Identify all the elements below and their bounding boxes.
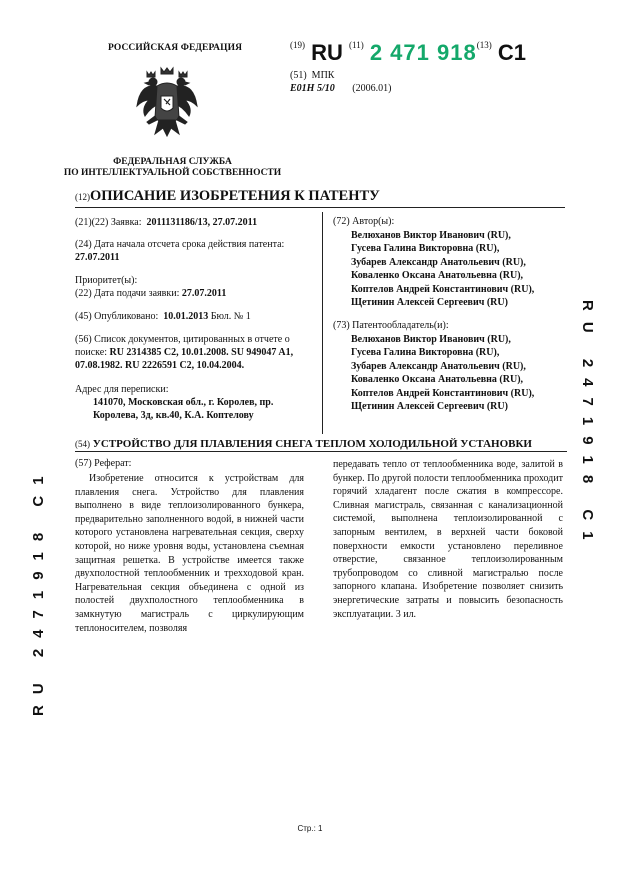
address-value: 141070, Московская обл., г. Королев, пр. Королева, 3д, кв.40, К.А. Коптелову bbox=[93, 397, 274, 421]
mpk-label: МПК bbox=[311, 70, 335, 81]
term-row bbox=[75, 238, 320, 264]
owners-label: (73) Патентообладатель(и): bbox=[333, 320, 449, 331]
author-item: Зубарев Александр Анатольевич (RU), bbox=[351, 256, 526, 268]
author-item: Велюханов Виктор Иванович (RU), bbox=[351, 229, 511, 241]
side-label-left: RU 2471918 C1 bbox=[30, 465, 47, 716]
application-label: (21)(22) Заявка: bbox=[75, 217, 142, 228]
coat-of-arms-emblem bbox=[135, 66, 199, 140]
page-footer: Стр.: 1 bbox=[297, 824, 323, 833]
owner-item: Коваленко Оксана Анатольевна (RU), bbox=[351, 374, 524, 385]
correspondence-address bbox=[75, 383, 320, 422]
service-line-1: ФЕДЕРАЛЬНАЯ СЛУЖБА bbox=[113, 157, 232, 167]
document-title bbox=[75, 188, 565, 208]
address-label: Адрес для переписки: bbox=[75, 384, 169, 395]
priority-label: Приоритет(ы): bbox=[75, 275, 138, 286]
owner-item: Коптелов Андрей Константинович (RU), bbox=[351, 387, 535, 399]
owner-item: Гусева Галина Викторовна (RU), bbox=[351, 347, 500, 358]
country-code: RU bbox=[311, 40, 343, 65]
tag-13: (13) bbox=[476, 40, 492, 50]
term-label: (24) Дата начала отсчета срока действия патента: bbox=[75, 239, 285, 250]
mpk-version: (2006.01) bbox=[352, 83, 392, 94]
mpk-tag: (51) bbox=[290, 70, 307, 81]
owner-item: Велюханов Виктор Иванович (RU), bbox=[351, 333, 511, 345]
application-row bbox=[75, 216, 320, 229]
invention-title bbox=[75, 438, 567, 452]
country-name: РОССИЙСКАЯ ФЕДЕРАЦИЯ bbox=[108, 43, 243, 53]
term-value: 27.07.2011 bbox=[75, 252, 120, 263]
authors-label: (72) Автор(ы): bbox=[333, 216, 395, 227]
authors-list bbox=[333, 229, 568, 310]
published-label: (45) Опубликовано: bbox=[75, 311, 159, 322]
owner-item: Щетинин Алексей Сергеевич (RU) bbox=[351, 401, 508, 412]
title-text: ОПИСАНИЕ ИЗОБРЕТЕНИЯ К ПАТЕНТУ bbox=[90, 188, 380, 204]
author-item: Щетинин Алексей Сергеевич (RU) bbox=[351, 297, 508, 308]
abstract-left-column: Изобретение относится к устройствам для плавления снега. Устройство для плавления выполнено в виде теплоизолированного бункера, предварительно заполненного водой, в нижней части которого установлена нагревательная секция, сверху которой, но ниже уровня воды, установлена съемная защитная решетка. В устройстве имеется также двухполостной теплообменник и трехходовой кран. Нагревательная секция объединена с одной из полостей двухполостного теплообменника в замкнутую магистраль с циркулирующим теплоносителем, позволяя bbox=[75, 473, 304, 634]
author-item: Коптелов Андрей Константинович (RU), bbox=[351, 283, 535, 295]
cited-label: (56) Список документов, цитированных в отчете о поиске: bbox=[75, 334, 290, 358]
column-divider bbox=[322, 212, 323, 434]
cited-value: RU 2314385 C2, 10.01.2008. SU 949047 A1, 07.08.1982. RU 2226591 C2, 10.04.2004. bbox=[75, 347, 294, 371]
invention-title-tag: (54) bbox=[75, 439, 90, 449]
application-value: 2011131186/13, 27.07.2011 bbox=[146, 217, 258, 228]
filing-label: (22) Дата подачи заявки: bbox=[75, 288, 180, 299]
invention-title-text: УСТРОЙСТВО ДЛЯ ПЛАВЛЕНИЯ СНЕГА ТЕПЛОМ ХОЛОДИЛЬНОЙ УСТАНОВКИ bbox=[92, 438, 532, 450]
bulletin-number: Бюл. № 1 bbox=[210, 311, 251, 322]
patent-office-name bbox=[60, 157, 285, 179]
tag-11: (11) bbox=[349, 40, 364, 50]
classification bbox=[290, 69, 391, 95]
title-tag: (12) bbox=[75, 192, 90, 202]
patent-number: 2 471 918 bbox=[369, 40, 477, 65]
owner-item: Зубарев Александр Анатольевич (RU), bbox=[351, 360, 526, 372]
owners-list bbox=[333, 333, 568, 414]
mpk-code: E01H 5/10 bbox=[290, 83, 335, 94]
publication-number bbox=[290, 40, 526, 66]
tag-19: (19) bbox=[290, 40, 305, 50]
cited-documents bbox=[75, 333, 320, 372]
author-item: Коваленко Оксана Анатольевна (RU), bbox=[351, 270, 524, 281]
author-item: Гусева Галина Викторовна (RU), bbox=[351, 243, 500, 254]
filing-value: 27.07.2011 bbox=[181, 288, 227, 299]
published-row bbox=[75, 310, 320, 323]
published-value: 10.01.2013 bbox=[163, 311, 209, 322]
abstract-right-column: передавать тепло от теплообменника воде, залитой в бункер. По другой полости теплообменника проходит горячий хладагент после сжатия в компрессоре. Сливная магистраль, связанная с канализационной системой, выполнена теплоизолированной с запорным вентилем, в верхней части боковой поверхности емкости установлено переливное отверстие, связанное теплоизолированным трубопроводом со сливной магистралью после запорного клапана. Изобретение позволяет снизить энергетические затраты и повысить безопасность эксплуатации. 3 ил. bbox=[333, 459, 563, 620]
priority-row bbox=[75, 274, 320, 300]
abstract-label: (57) Реферат: bbox=[75, 458, 132, 469]
side-label-right: RU 2471918 C1 bbox=[579, 300, 596, 551]
service-line-2: ПО ИНТЕЛЛЕКТУАЛЬНОЙ СОБСТВЕННОСТИ bbox=[63, 168, 282, 178]
kind-code: C1 bbox=[497, 40, 526, 65]
owners-block bbox=[333, 319, 568, 414]
authors-block bbox=[333, 215, 568, 310]
